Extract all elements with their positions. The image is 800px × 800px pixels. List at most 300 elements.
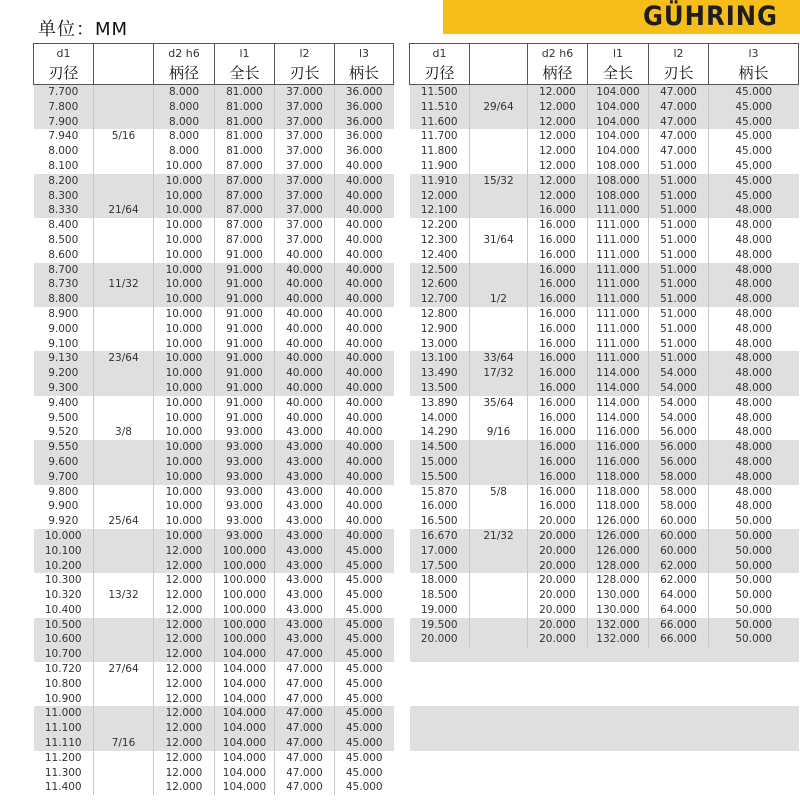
empty-row: [410, 736, 799, 751]
cell-fraction: [94, 559, 154, 574]
cell-shank-length: 48.000: [709, 307, 799, 322]
empty-row: [410, 662, 799, 677]
cell-blade-diameter: 10.900: [34, 692, 94, 707]
cell-blade-length: 43.000: [275, 485, 335, 500]
cell-total-length: 104.000: [215, 647, 275, 662]
cell-total-length: 126.000: [588, 514, 649, 529]
cell-total-length: 100.000: [215, 618, 275, 633]
empty-row: [410, 766, 799, 781]
cell-blade-diameter: 11.800: [410, 144, 470, 159]
cell-blade-diameter: 7.800: [34, 100, 94, 115]
table-row: [34, 514, 394, 529]
table-row: [34, 159, 394, 174]
cell-shank-diameter: 16.000: [528, 411, 588, 426]
cell-shank-length: 45.000: [335, 573, 394, 588]
cell-shank-diameter: 12.000: [154, 780, 215, 795]
cell-shank-length: 48.000: [709, 366, 799, 381]
cell-shank-length: 45.000: [335, 706, 394, 721]
cell-fraction: [94, 470, 154, 485]
guhring-logo: GÜHRING: [443, 0, 800, 34]
table-row: [34, 144, 394, 159]
cell-blade-length: 47.000: [275, 692, 335, 707]
cell-total-length: 132.000: [588, 618, 649, 633]
table-row: [34, 677, 394, 692]
cell-blade-length: 51.000: [649, 263, 709, 278]
cell-total-length: 91.000: [215, 322, 275, 337]
cell-blade-length: 37.000: [275, 129, 335, 144]
cell-shank-diameter: 16.000: [528, 485, 588, 500]
cell-fraction: [470, 455, 528, 470]
table-row: [34, 203, 394, 218]
cell-blade-diameter: 10.100: [34, 544, 94, 559]
cell-total-length: 111.000: [588, 307, 649, 322]
cell-shank-length: 40.000: [335, 396, 394, 411]
cell-total-length: 93.000: [215, 499, 275, 514]
cell-blade-length: 60.000: [649, 529, 709, 544]
header-code-row: [410, 44, 799, 63]
cell-blade-length: 51.000: [649, 159, 709, 174]
cell-fraction: [470, 189, 528, 204]
cell-shank-diameter: 20.000: [528, 559, 588, 574]
table-row: [34, 588, 394, 603]
cell-shank-length: 40.000: [335, 411, 394, 426]
cell-fraction: [470, 248, 528, 263]
cell-fraction: 21/64: [94, 203, 154, 218]
cell-shank-diameter: 12.000: [154, 677, 215, 692]
cell-blade-length: 43.000: [275, 529, 335, 544]
cell-shank-length: 48.000: [709, 248, 799, 263]
cell-total-length: 114.000: [588, 411, 649, 426]
table-row: [410, 351, 799, 366]
cell-shank-diameter: 10.000: [154, 425, 215, 440]
cell-blade-diameter: 11.900: [410, 159, 470, 174]
cell-blade-diameter: 13.000: [410, 337, 470, 352]
cell-blade-length: 40.000: [275, 322, 335, 337]
cell-total-length: 104.000: [215, 780, 275, 795]
cell-blade-diameter: 12.300: [410, 233, 470, 248]
cell-shank-length: 45.000: [335, 588, 394, 603]
cell-shank-length: 45.000: [335, 647, 394, 662]
cell-fraction: 21/32: [470, 529, 528, 544]
cell-blade-diameter: 7.700: [34, 85, 94, 100]
cell-shank-length: 48.000: [709, 411, 799, 426]
table-row: [34, 233, 394, 248]
cell-blade-length: 40.000: [275, 337, 335, 352]
table-row: [34, 129, 394, 144]
cell-blade-diameter: 12.100: [410, 203, 470, 218]
cell-fraction: 25/64: [94, 514, 154, 529]
cell-total-length: 81.000: [215, 100, 275, 115]
cell-shank-length: 45.000: [335, 677, 394, 692]
cell-blade-diameter: 8.800: [34, 292, 94, 307]
cell-shank-length: 40.000: [335, 470, 394, 485]
cell-shank-diameter: 10.000: [154, 322, 215, 337]
cell-shank-diameter: 12.000: [528, 159, 588, 174]
table-row: [34, 381, 394, 396]
table-row: [410, 159, 799, 174]
cell-shank-length: 48.000: [709, 233, 799, 248]
cell-fraction: [94, 115, 154, 130]
cell-shank-diameter: 12.000: [154, 766, 215, 781]
empty-cell: [410, 780, 799, 795]
cell-fraction: [94, 647, 154, 662]
cell-fraction: [470, 144, 528, 159]
table-row: [410, 189, 799, 204]
cell-shank-length: 45.000: [335, 544, 394, 559]
cell-shank-diameter: 10.000: [154, 263, 215, 278]
cell-blade-length: 51.000: [649, 189, 709, 204]
cell-blade-diameter: 8.000: [34, 144, 94, 159]
table-row: [410, 632, 799, 647]
table-row: [410, 218, 799, 233]
cell-blade-diameter: 14.000: [410, 411, 470, 426]
cell-shank-length: 48.000: [709, 337, 799, 352]
table-row: [34, 248, 394, 263]
cell-shank-length: 40.000: [335, 485, 394, 500]
cell-blade-length: 64.000: [649, 588, 709, 603]
cell-shank-diameter: 12.000: [528, 189, 588, 204]
cell-total-length: 104.000: [215, 721, 275, 736]
cell-blade-diameter: 11.200: [34, 751, 94, 766]
cell-blade-length: 51.000: [649, 307, 709, 322]
table-row: [34, 780, 394, 795]
cell-fraction: [470, 470, 528, 485]
cell-shank-diameter: 12.000: [528, 144, 588, 159]
cell-blade-length: 43.000: [275, 588, 335, 603]
cell-total-length: 111.000: [588, 277, 649, 292]
cell-fraction: [94, 307, 154, 322]
cell-fraction: [470, 218, 528, 233]
cell-blade-diameter: 8.400: [34, 218, 94, 233]
cell-blade-length: 43.000: [275, 470, 335, 485]
table-row: [34, 485, 394, 500]
header-shank-diameter: 柄径: [154, 62, 215, 85]
cell-blade-diameter: 10.600: [34, 632, 94, 647]
cell-blade-diameter: 9.550: [34, 440, 94, 455]
cell-blade-length: 47.000: [649, 100, 709, 115]
cell-blade-length: 54.000: [649, 366, 709, 381]
cell-total-length: 104.000: [588, 115, 649, 130]
cell-blade-length: 37.000: [275, 233, 335, 248]
cell-shank-diameter: 16.000: [528, 292, 588, 307]
table-row: [34, 529, 394, 544]
cell-total-length: 91.000: [215, 411, 275, 426]
cell-total-length: 104.000: [588, 100, 649, 115]
cell-fraction: [94, 721, 154, 736]
cell-shank-diameter: 16.000: [528, 455, 588, 470]
cell-total-length: 81.000: [215, 85, 275, 100]
cell-fraction: [94, 485, 154, 500]
cell-blade-diameter: 11.700: [410, 129, 470, 144]
header-total-length: 全长: [588, 62, 649, 85]
cell-shank-length: 45.000: [709, 144, 799, 159]
cell-total-length: 132.000: [588, 632, 649, 647]
empty-row: [410, 692, 799, 707]
cell-blade-diameter: 12.000: [410, 189, 470, 204]
cell-blade-diameter: 10.700: [34, 647, 94, 662]
cell-shank-length: 40.000: [335, 233, 394, 248]
cell-blade-diameter: 11.510: [410, 100, 470, 115]
cell-blade-length: 43.000: [275, 603, 335, 618]
cell-blade-diameter: 10.320: [34, 588, 94, 603]
cell-blade-length: 47.000: [275, 647, 335, 662]
header-l2: l2: [649, 44, 709, 63]
cell-blade-length: 47.000: [275, 751, 335, 766]
table-row: [410, 129, 799, 144]
cell-total-length: 91.000: [215, 351, 275, 366]
cell-fraction: 13/32: [94, 588, 154, 603]
cell-shank-length: 45.000: [335, 603, 394, 618]
cell-shank-length: 48.000: [709, 351, 799, 366]
cell-shank-length: 50.000: [709, 603, 799, 618]
cell-shank-length: 40.000: [335, 425, 394, 440]
cell-total-length: 87.000: [215, 189, 275, 204]
cell-blade-diameter: 12.500: [410, 263, 470, 278]
cell-total-length: 81.000: [215, 115, 275, 130]
table-row: [34, 307, 394, 322]
cell-fraction: [470, 559, 528, 574]
cell-blade-diameter: 17.500: [410, 559, 470, 574]
cell-fraction: [94, 692, 154, 707]
cell-blade-diameter: 11.600: [410, 115, 470, 130]
cell-shank-diameter: 12.000: [154, 706, 215, 721]
cell-blade-length: 51.000: [649, 351, 709, 366]
header-fraction: [470, 44, 528, 63]
table-row: [410, 455, 799, 470]
cell-shank-diameter: 16.000: [528, 381, 588, 396]
table-row: [34, 189, 394, 204]
cell-shank-diameter: 12.000: [154, 588, 215, 603]
cell-blade-diameter: 16.500: [410, 514, 470, 529]
cell-shank-length: 50.000: [709, 588, 799, 603]
cell-shank-length: 45.000: [335, 632, 394, 647]
table-row: [410, 174, 799, 189]
cell-blade-length: 56.000: [649, 425, 709, 440]
cell-total-length: 100.000: [215, 544, 275, 559]
table-row: [410, 440, 799, 455]
cell-shank-length: 40.000: [335, 381, 394, 396]
cell-blade-length: 43.000: [275, 632, 335, 647]
cell-blade-length: 60.000: [649, 544, 709, 559]
cell-total-length: 104.000: [215, 751, 275, 766]
cell-total-length: 116.000: [588, 455, 649, 470]
cell-total-length: 100.000: [215, 573, 275, 588]
cell-blade-diameter: 18.000: [410, 573, 470, 588]
cell-shank-diameter: 10.000: [154, 351, 215, 366]
empty-row: [410, 647, 799, 662]
cell-shank-length: 36.000: [335, 144, 394, 159]
cell-total-length: 116.000: [588, 440, 649, 455]
cell-blade-length: 51.000: [649, 322, 709, 337]
cell-total-length: 111.000: [588, 351, 649, 366]
header-d2: d2 h6: [528, 44, 588, 63]
cell-total-length: 91.000: [215, 292, 275, 307]
table-row: [410, 381, 799, 396]
table-row: [34, 662, 394, 677]
cell-fraction: 1/2: [470, 292, 528, 307]
cell-fraction: [470, 411, 528, 426]
table-row: [34, 632, 394, 647]
cell-total-length: 114.000: [588, 381, 649, 396]
table-row: [34, 322, 394, 337]
cell-blade-length: 43.000: [275, 544, 335, 559]
cell-blade-length: 58.000: [649, 485, 709, 500]
cell-shank-diameter: 16.000: [528, 307, 588, 322]
cell-shank-diameter: 10.000: [154, 366, 215, 381]
header-name-row: [34, 62, 394, 85]
cell-blade-diameter: 11.110: [34, 736, 94, 751]
header-blade-diameter: 刃径: [34, 62, 94, 85]
table-body-right: [410, 85, 799, 796]
cell-blade-diameter: 10.400: [34, 603, 94, 618]
cell-shank-diameter: 12.000: [154, 662, 215, 677]
cell-total-length: 100.000: [215, 559, 275, 574]
cell-blade-diameter: 15.870: [410, 485, 470, 500]
cell-fraction: 7/16: [94, 736, 154, 751]
cell-shank-length: 45.000: [335, 618, 394, 633]
cell-shank-length: 45.000: [709, 174, 799, 189]
empty-cell: [410, 766, 799, 781]
cell-shank-diameter: 10.000: [154, 307, 215, 322]
table-row: [34, 706, 394, 721]
cell-blade-length: 37.000: [275, 203, 335, 218]
cell-fraction: [470, 115, 528, 130]
cell-fraction: [94, 603, 154, 618]
table-row: [34, 647, 394, 662]
cell-total-length: 87.000: [215, 218, 275, 233]
cell-blade-length: 40.000: [275, 292, 335, 307]
cell-fraction: [470, 573, 528, 588]
cell-blade-diameter: 17.000: [410, 544, 470, 559]
cell-blade-length: 58.000: [649, 470, 709, 485]
table-row: [410, 337, 799, 352]
table-row: [34, 573, 394, 588]
cell-shank-length: 50.000: [709, 544, 799, 559]
cell-total-length: 111.000: [588, 233, 649, 248]
header-fraction-name: [470, 62, 528, 85]
cell-shank-diameter: 12.000: [528, 115, 588, 130]
cell-blade-length: 54.000: [649, 396, 709, 411]
cell-fraction: [94, 218, 154, 233]
cell-blade-diameter: 9.000: [34, 322, 94, 337]
table-row: [410, 470, 799, 485]
cell-blade-length: 47.000: [275, 706, 335, 721]
cell-shank-length: 48.000: [709, 218, 799, 233]
cell-shank-length: 48.000: [709, 381, 799, 396]
cell-total-length: 104.000: [588, 129, 649, 144]
header-shank-length: 柄长: [709, 62, 799, 85]
cell-blade-length: 51.000: [649, 203, 709, 218]
cell-shank-length: 45.000: [709, 115, 799, 130]
cell-total-length: 93.000: [215, 425, 275, 440]
cell-blade-diameter: 19.000: [410, 603, 470, 618]
cell-fraction: [94, 174, 154, 189]
cell-blade-diameter: 8.300: [34, 189, 94, 204]
table-row: [34, 411, 394, 426]
cell-total-length: 100.000: [215, 632, 275, 647]
cell-total-length: 93.000: [215, 514, 275, 529]
cell-blade-length: 47.000: [275, 662, 335, 677]
table-row: [410, 233, 799, 248]
table-row: [34, 736, 394, 751]
cell-blade-diameter: 10.800: [34, 677, 94, 692]
table-row: [410, 425, 799, 440]
table-row: [410, 618, 799, 633]
cell-total-length: 111.000: [588, 263, 649, 278]
cell-shank-diameter: 10.000: [154, 470, 215, 485]
cell-blade-diameter: 8.900: [34, 307, 94, 322]
cell-shank-length: 48.000: [709, 485, 799, 500]
empty-cell: [410, 692, 799, 707]
cell-blade-diameter: 12.600: [410, 277, 470, 292]
table-row: [410, 85, 799, 100]
cell-total-length: 104.000: [588, 144, 649, 159]
cell-shank-diameter: 16.000: [528, 440, 588, 455]
empty-cell: [410, 662, 799, 677]
cell-shank-length: 40.000: [335, 455, 394, 470]
table-row: [410, 588, 799, 603]
table-row: [34, 544, 394, 559]
cell-blade-length: 47.000: [649, 144, 709, 159]
cell-shank-diameter: 10.000: [154, 514, 215, 529]
header-fraction-name: [94, 62, 154, 85]
cell-shank-diameter: 16.000: [528, 277, 588, 292]
cell-shank-length: 40.000: [335, 159, 394, 174]
cell-shank-length: 36.000: [335, 129, 394, 144]
table-row: [410, 307, 799, 322]
cell-shank-length: 40.000: [335, 307, 394, 322]
table-row: [34, 440, 394, 455]
cell-shank-length: 48.000: [709, 277, 799, 292]
cell-blade-diameter: 9.200: [34, 366, 94, 381]
spec-table-right: [409, 43, 799, 795]
cell-shank-diameter: 12.000: [528, 174, 588, 189]
cell-blade-diameter: 13.500: [410, 381, 470, 396]
cell-shank-diameter: 12.000: [154, 736, 215, 751]
cell-shank-diameter: 10.000: [154, 292, 215, 307]
cell-fraction: 5/16: [94, 129, 154, 144]
cell-shank-length: 48.000: [709, 440, 799, 455]
cell-blade-diameter: 8.330: [34, 203, 94, 218]
cell-total-length: 130.000: [588, 588, 649, 603]
cell-shank-diameter: 10.000: [154, 203, 215, 218]
cell-fraction: [94, 751, 154, 766]
cell-shank-diameter: 12.000: [154, 573, 215, 588]
cell-total-length: 87.000: [215, 174, 275, 189]
cell-shank-length: 40.000: [335, 203, 394, 218]
table-row: [34, 100, 394, 115]
cell-blade-length: 43.000: [275, 425, 335, 440]
cell-blade-diameter: 11.000: [34, 706, 94, 721]
cell-fraction: [470, 632, 528, 647]
empty-cell: [410, 677, 799, 692]
table-row: [34, 396, 394, 411]
cell-blade-length: 58.000: [649, 499, 709, 514]
cell-blade-diameter: 12.800: [410, 307, 470, 322]
table-row: [410, 322, 799, 337]
cell-blade-diameter: 14.500: [410, 440, 470, 455]
cell-fraction: [470, 618, 528, 633]
cell-blade-length: 51.000: [649, 248, 709, 263]
cell-fraction: [94, 573, 154, 588]
cell-blade-diameter: 16.670: [410, 529, 470, 544]
cell-fraction: [94, 248, 154, 263]
cell-shank-diameter: 20.000: [528, 632, 588, 647]
cell-blade-diameter: 12.400: [410, 248, 470, 263]
cell-fraction: [470, 129, 528, 144]
empty-row: [410, 751, 799, 766]
cell-shank-length: 40.000: [335, 337, 394, 352]
